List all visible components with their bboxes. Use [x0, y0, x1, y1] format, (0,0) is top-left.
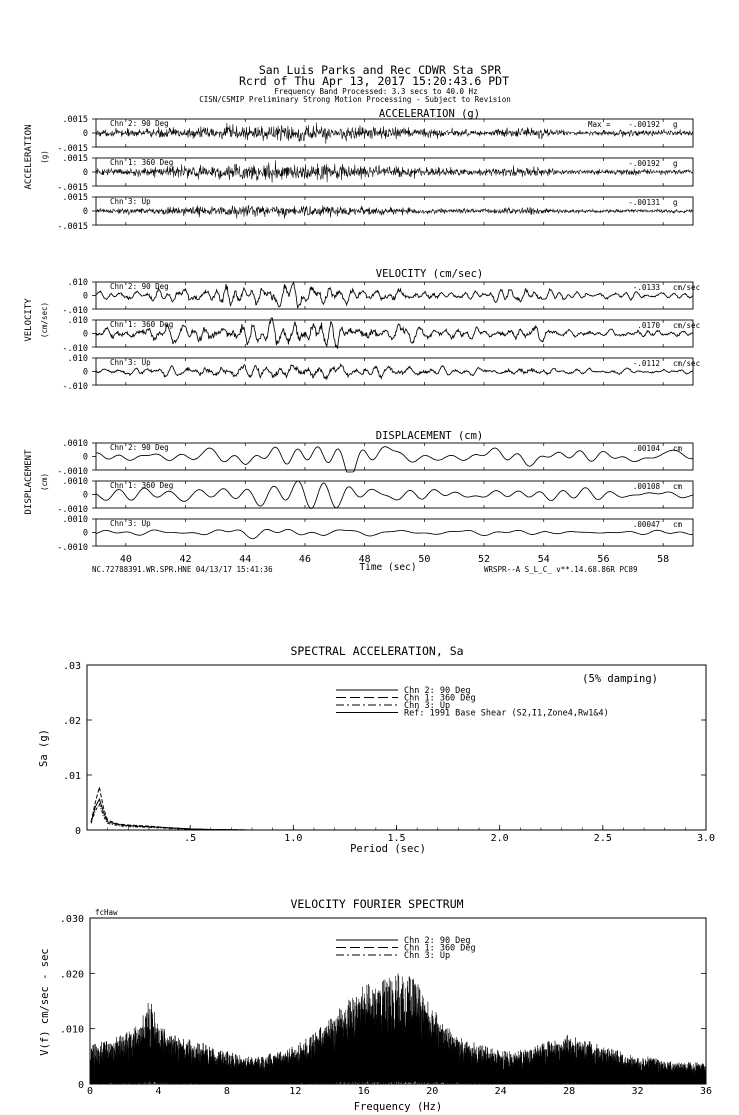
y-tick-bottom: -.0010	[57, 543, 88, 553]
record-header	[199, 63, 511, 104]
unit-axis-label: (cm)	[40, 472, 49, 492]
y-tick-top: .0010	[62, 515, 88, 525]
sa-x-tick-label: 2.0	[490, 833, 509, 844]
y-tick-top: .0010	[62, 439, 88, 449]
max-unit: g	[673, 120, 678, 129]
channel-trace	[96, 481, 693, 509]
max-unit: g	[673, 198, 678, 207]
channel-name: Chn 2: 90 Deg	[110, 443, 169, 452]
sa-legend-label: Chn 3: Up	[404, 701, 451, 711]
fs-y-tick-label: .010	[59, 1024, 84, 1036]
channel-name: Chn 2: 90 Deg	[110, 119, 169, 128]
max-value: -.00192	[628, 159, 660, 168]
sa-x-tick-label: 1.0	[284, 833, 303, 844]
y-tick-bottom: -.0015	[57, 183, 88, 193]
sa-x-tick-label: 3.0	[696, 833, 716, 844]
max-value: .0170	[637, 321, 660, 330]
fs-x-tick-label: 0	[86, 1086, 94, 1097]
fs-x-tick-label: 36	[699, 1086, 713, 1097]
sa-y-tick-label: .01	[62, 771, 81, 782]
y-tick-zero: 0	[82, 452, 88, 463]
time-tick-label: 54	[537, 554, 550, 565]
channel-trace	[96, 364, 693, 379]
sa-y-tick-label: 0	[74, 826, 81, 837]
side-axis-label: ACCELERATION	[24, 124, 34, 190]
sa-x-axis-title: Period (sec)	[350, 843, 426, 855]
fs-y-axis-title: V(f) cm/sec - sec	[39, 948, 51, 1056]
y-tick-top: .0015	[62, 154, 88, 164]
fs-y-tick-label: .030	[59, 914, 84, 925]
fs-x-tick-label: 32	[631, 1086, 644, 1097]
panel-title: VELOCITY (cm/sec)	[375, 268, 484, 280]
max-value: -.0112	[632, 359, 660, 368]
panel-title: DISPLACEMENT (cm)	[375, 430, 484, 442]
channel-frame	[96, 443, 693, 470]
max-unit: g	[673, 159, 678, 168]
y-tick-zero: 0	[82, 528, 88, 539]
channel-group	[62, 278, 700, 316]
fourier-spectrum-layer	[39, 897, 712, 1113]
fs-legend-label: Chn 2: 90 Deg	[404, 936, 471, 946]
time-series-layer	[24, 108, 700, 573]
channel-trace	[96, 282, 693, 308]
time-tick-label: 46	[298, 554, 311, 565]
sa-y-tick-label: .03	[62, 661, 81, 672]
sa-y-tick-label: .02	[62, 716, 81, 727]
channel-name: Chn 1: 360 Deg	[110, 320, 174, 329]
record-id-text: NC.72788391.WR.SPR.HNE 04/13/17 15:41:36	[92, 565, 273, 574]
max-value: -.00131	[628, 198, 660, 207]
max-unit: cm/sec	[673, 283, 701, 292]
channel-trace	[96, 205, 693, 218]
y-tick-zero: 0	[82, 490, 88, 501]
y-tick-bottom: -.010	[62, 382, 88, 392]
max-unit: cm	[673, 520, 683, 529]
sa-legend-label: Ref: 1991 Base Shear (S2,I1,Zone4,Rw1&4)	[404, 708, 609, 719]
channel-group	[57, 115, 693, 154]
max-unit: cm	[673, 482, 683, 491]
station-code-text: WRSPR--A S_L_C_ v**.14.68.86R PC89	[484, 565, 638, 574]
channel-name: Chn 1: 360 Deg	[110, 481, 174, 490]
max-value: -.00192	[628, 120, 660, 129]
timeseries-group-0	[24, 108, 693, 232]
side-axis-label: VELOCITY	[24, 298, 34, 342]
fs-x-tick-label: 28	[563, 1086, 576, 1097]
channel-group	[57, 154, 693, 193]
y-tick-bottom: -.010	[62, 344, 88, 354]
y-tick-bottom: -.0015	[57, 144, 88, 154]
channel-group	[57, 515, 693, 553]
max-unit: cm/sec	[673, 359, 701, 368]
y-tick-zero: 0	[82, 367, 88, 378]
channel-name: Chn 3: Up	[110, 358, 151, 367]
max-value: .00047	[632, 520, 660, 529]
max-value: .00108	[632, 482, 660, 491]
time-tick-label: 44	[239, 554, 252, 565]
sa-title: SPECTRAL ACCELERATION, Sa	[290, 644, 464, 658]
side-axis-label: DISPLACEMENT	[24, 449, 34, 515]
max-prefix: Max =	[588, 120, 611, 129]
spectral-acceleration-layer	[38, 644, 715, 855]
y-tick-zero: 0	[82, 291, 88, 302]
frequency-band: Frequency Band Processed: 3.3 secs to 40.0 Hz	[274, 87, 478, 96]
channel-trace	[96, 529, 693, 538]
fs-series-spectrum	[91, 1008, 705, 1084]
sa-legend-label: Chn 2: 90 Deg	[404, 686, 471, 696]
max-unit: cm/sec	[673, 321, 701, 330]
channel-name: Chn 1: 360 Deg	[110, 158, 174, 167]
fs-y-tick-label: 0	[77, 1080, 84, 1091]
time-tick-label: 40	[119, 554, 132, 565]
channel-group	[57, 477, 693, 515]
unit-axis-label: (g)	[40, 150, 49, 164]
fs-x-axis-title: Frequency (Hz)	[353, 1101, 443, 1113]
sa-legend-label: Chn 1: 360 Deg	[404, 693, 476, 704]
channel-name: Chn 3: Up	[110, 519, 151, 528]
channel-group	[62, 354, 700, 392]
channel-group	[57, 193, 693, 232]
fs-legend-label: Chn 1: 360 Deg	[404, 943, 476, 954]
sa-x-tick-label: .5	[184, 833, 197, 844]
y-tick-bottom: -.0010	[57, 505, 88, 515]
time-tick-label: 50	[418, 554, 431, 565]
sa-x-tick-label: 1.5	[387, 833, 406, 844]
fs-x-tick-label: 4	[155, 1086, 162, 1097]
record-time: Rcrd of Thu Apr 13, 2017 15:20:43.6 PDT	[238, 74, 510, 88]
channel-frame	[96, 481, 693, 508]
sa-damping-note: (5% damping)	[582, 673, 658, 685]
max-value: .00104	[632, 444, 660, 453]
time-tick-label: 52	[478, 554, 491, 565]
max-unit: cm	[673, 444, 683, 453]
y-tick-top: .0015	[62, 115, 88, 125]
y-tick-zero: 0	[82, 207, 88, 217]
y-tick-zero: 0	[82, 168, 88, 178]
y-tick-top: .010	[67, 316, 88, 326]
fs-x-tick-label: 12	[289, 1086, 302, 1097]
channel-frame	[96, 320, 693, 347]
max-value: -.0133	[632, 283, 660, 292]
timeseries-group-2	[24, 430, 693, 553]
channel-group	[62, 316, 700, 354]
fs-y-tick-label: .020	[59, 969, 84, 981]
fs-x-tick-label: 24	[494, 1086, 507, 1097]
y-tick-top: .0010	[62, 477, 88, 487]
processing-note: CISN/CSMIP Preliminary Strong Motion Processing - Subject to Revision	[199, 95, 511, 104]
time-tick-label: 48	[358, 554, 371, 565]
unit-axis-label: (cm/sec)	[40, 301, 49, 339]
fs-x-tick-label: 20	[426, 1086, 439, 1097]
y-tick-bottom: -.0015	[57, 222, 88, 232]
channel-group	[57, 439, 693, 477]
time-tick-label: 42	[179, 554, 192, 565]
fs-x-tick-label: 16	[357, 1086, 370, 1097]
fs-legend-label: Chn 3: Up	[404, 951, 451, 961]
panel-title: ACCELERATION (g)	[378, 108, 481, 120]
fs-corner-label: fcHaw	[95, 908, 118, 917]
time-axis-title: Time (sec)	[359, 562, 417, 573]
y-tick-top: .010	[67, 278, 88, 288]
channel-name: Chn 3: Up	[110, 197, 151, 206]
y-tick-zero: 0	[82, 329, 88, 340]
sa-x-tick-label: 2.5	[593, 833, 612, 844]
timeseries-group-1	[24, 268, 700, 392]
y-tick-bottom: -.0010	[57, 467, 88, 477]
fs-title: VELOCITY FOURIER SPECTRUM	[290, 897, 464, 911]
station-title: San Luis Parks and Rec CDWR Sta SPR	[258, 63, 502, 77]
fs-x-tick-label: 8	[223, 1086, 230, 1097]
sa-series-line	[91, 804, 252, 830]
channel-trace	[96, 160, 693, 182]
time-tick-label: 56	[597, 554, 610, 565]
sa-y-axis-title: Sa (g)	[38, 729, 50, 767]
y-tick-zero: 0	[82, 129, 88, 139]
channel-name: Chn 2: 90 Deg	[110, 282, 169, 291]
y-tick-top: .0015	[62, 193, 88, 203]
time-tick-label: 58	[657, 554, 670, 565]
y-tick-top: .010	[67, 354, 88, 364]
y-tick-bottom: -.010	[62, 306, 88, 316]
